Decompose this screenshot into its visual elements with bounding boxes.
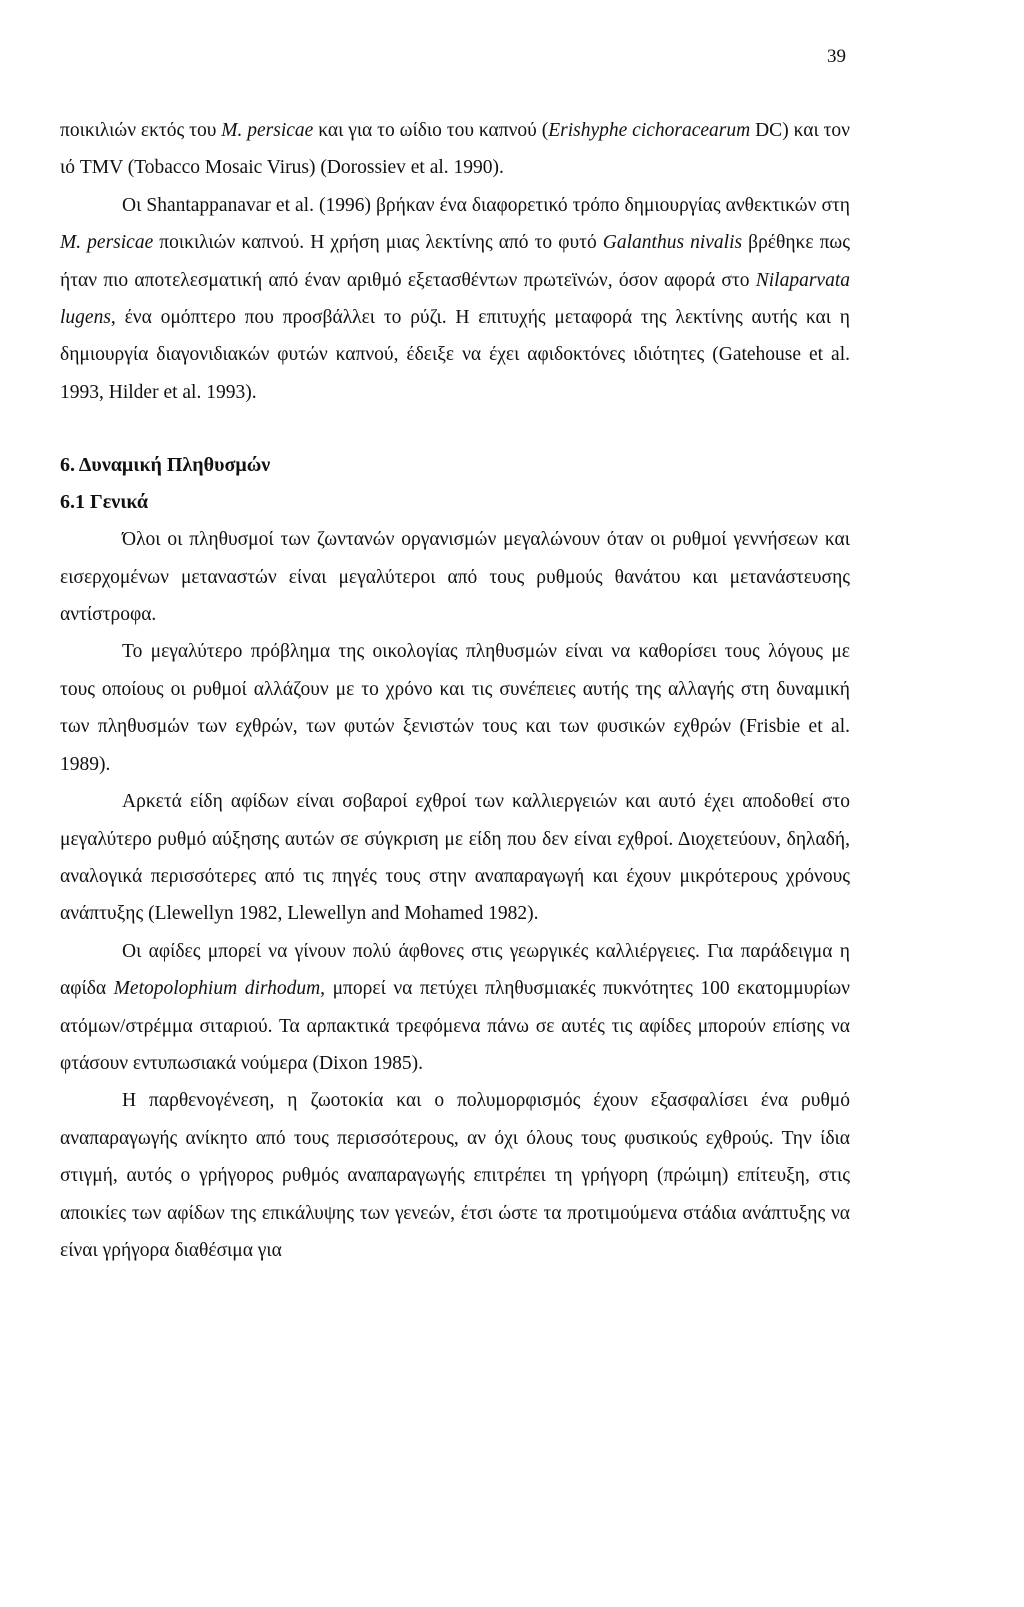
text-run: βρέθηκε πως ήταν πιο αποτελεσματική από έναν αριθμό εξετασθέντων πρωτεϊνών, όσον αφορά στο: [60, 232, 850, 291]
paragraph-3: [60, 521, 850, 633]
text-run: Η παρθενογένεση, η ζωοτοκία και ο πολυμορφισμός έχουν εξασφαλίσει ένα ρυθμό αναπαραγωγής ανίκητο από τους περισσότερους, αν όχι όλους τους φυσικούς εχθρούς. Την ίδια στιγμή, αυτός ο γρήγορος ρυθμός αναπαραγωγής επιτρέπει τη γρήγορη (πρώιμη) επίτευξη, στις αποικίες των αφίδων της επικάλυψης των γενεών, έτσι ώστε τα προτιμούμενα στάδια ανάπτυξης να είναι γρήγορα διαθέσιμα για: [60, 1090, 850, 1261]
paragraph-4: [60, 633, 850, 783]
page-number: 39: [827, 46, 846, 67]
text-run: DC) και τον ιό TMV (Tobacco Mosaic Virus) (Dorossiev et al. 1990).: [60, 120, 850, 179]
section-heading: 6. Δυναμική Πληθυσμών: [60, 454, 271, 477]
italic-text-run: Nilaparvata lugens: [60, 269, 850, 329]
paragraph-2: [60, 187, 850, 411]
italic-text-run: M. persicae: [60, 232, 154, 254]
text-run: , ένα ομόπτερο που προσβάλλει το ρύζι. Η επιτυχής μεταφορά της λεκτίνης αυτής και η δημιουργία διαγονιδιακών φυτών καπνού, έδειξε να έχει αφιδοκτόνες ιδιότητες (Gatehouse et al. 1993, Hilder et al. 1993).: [60, 307, 850, 403]
text-run: Οι αφίδες μπορεί να γίνουν πολύ άφθονες στις γεωργικές καλλιέργειες. Για παράδειγμα η αφίδα: [60, 940, 850, 1000]
text-run: ποικιλιών εκτός του: [60, 120, 222, 141]
subsection-heading: 6.1 Γενικά: [60, 491, 149, 514]
paragraph-7: [60, 1082, 850, 1269]
text-run: Το μεγαλύτερο πρόβλημα της οικολογίας πληθυσμών είναι να καθορίσει τους λόγους με τους οποίους οι ρυθμοί αλλάζουν με το χρόνο και τις συνέπειες αυτής της αλλαγής στη δυναμική των πληθυσμών των εχθρών, των φυτών ξενιστών τους και των φυσικών εχθρών (Frisbie et al. 1989).: [60, 641, 850, 775]
page-body: [60, 112, 850, 1269]
paragraph-5: [60, 783, 850, 933]
italic-text-run: M. persicae: [221, 120, 314, 141]
italic-text-run: Metopolophium dirhodum,: [113, 978, 326, 1000]
text-run: Όλοι οι πληθυσμοί των ζωντανών οργανισμών μεγαλώνουν όταν οι ρυθμοί γεννήσεων και εισερχομένων μεταναστών είναι μεγαλύτεροι από τους ρυθμούς θανάτου και μετανάστευσης αντίστροφα.: [60, 529, 850, 626]
text-run: και για το ωίδιο του καπνού (: [313, 120, 549, 141]
italic-text-run: Galanthus nivalis: [602, 232, 743, 254]
paragraph-1: [60, 112, 850, 187]
italic-text-run: Erishyphe cichoracearum: [548, 120, 751, 141]
text-run: Οι Shantappanavar et al. (1996) βρήκαν ένα διαφορετικό τρόπο δημιουργίας ανθεκτικών στη: [122, 194, 850, 216]
text-run: ποικιλιών καπνού. Η χρήση μιας λεκτίνης από το φυτό: [153, 232, 603, 254]
paragraph-6: [60, 933, 850, 1083]
text-run: Αρκετά είδη αφίδων είναι σοβαροί εχθροί των καλλιεργειών και αυτό έχει αποδοθεί στο μεγαλύτερο ρυθμό αύξησης αυτών σε σύγκριση με είδη που δεν είναι εχθροί. Διοχετεύουν, δηλαδή, αναλογικά περισσότερες από τις πηγές τους στην αναπαραγωγή και έχουν μικρότερους χρόνους ανάπτυξης (Llewellyn 1982, Llewellyn and Mohamed 1982).: [60, 791, 850, 925]
text-run: μπορεί να πετύχει πληθυσμιακές πυκνότητες 100 εκατομμυρίων ατόμων/στρέμμα σιταριού. Τα αρπακτικά τρεφόμενα πάνω σε αυτές τις αφίδες μπορούν επίσης να φτάσουν εντυπωσιακά νούμερα (Dixon 1985).: [60, 978, 850, 1074]
